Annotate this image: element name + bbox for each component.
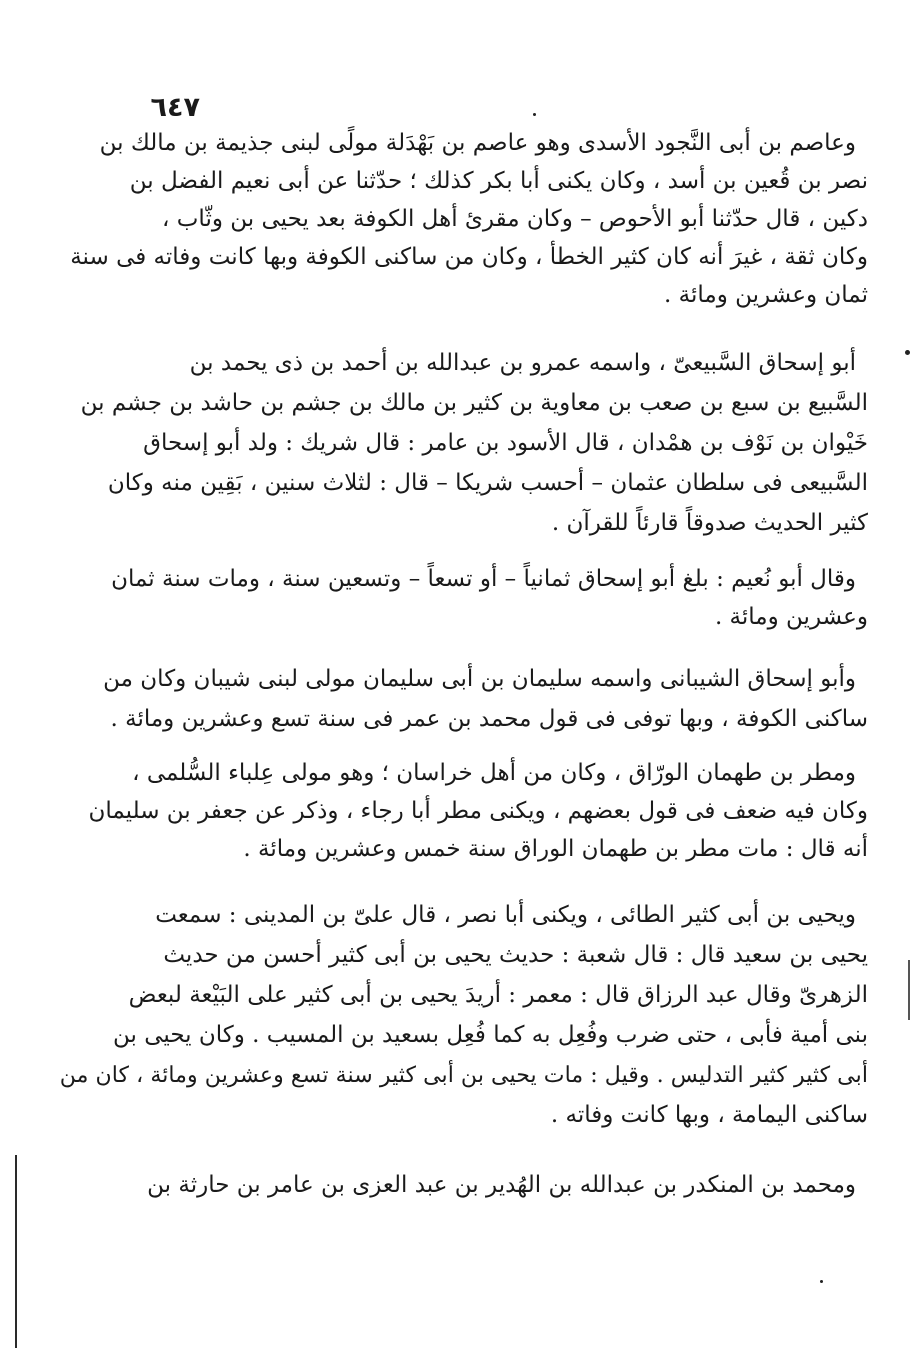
- text-line: ساكنى اليمامة ، وبها كانت وفاته .: [550, 1102, 868, 1128]
- text-line: وقال أبو نُعيم : بلغ أبو إسحاق ثمانياً – أو تسعاً – وتسعين سنة ، ومات سنة ثمان: [111, 566, 856, 592]
- text-line: وكان فيه ضعف فى قول بعضهم ، ويكنى مطر أبا رجاء ، وذكر عن جعفر بن سليمان: [88, 798, 868, 824]
- margin-dot: [905, 350, 910, 355]
- text-line: يحيى بن سعيد قال : قال شعبة : حديث يحيى بن أبى كثير أحسن من حديث: [163, 942, 868, 968]
- text-line: دكين ، قال حدّثنا أبو الأحوص – وكان مقرئ أهل الكوفة بعد يحيى بن وثّاب ،: [162, 206, 868, 232]
- text-line: أبى كثير كثير التدليس . وقيل : مات يحيى بن أبى كثير سنة تسع وعشرين ومائة ، كان من: [59, 1062, 868, 1088]
- margin-mark: [908, 960, 910, 1020]
- binding-edge-line: [15, 1155, 17, 1348]
- text-line: كثير الحديث صدوقاً قارئاً للقرآن .: [551, 510, 868, 536]
- text-line: الزهرىّ وقال عبد الرزاق قال : معمر : أريدَ يحيى بن أبى كثير على البَيْعة لبعض: [128, 982, 868, 1008]
- ink-speck: [533, 113, 536, 116]
- text-line: نصر بن قُعين بن أسد ، وكان يكنى أبا بكر كذلك ؛ حدّثنا عن أبى نعيم الفضل بن: [129, 168, 868, 194]
- text-line: أبو إسحاق السَّبيعىّ ، واسمه عمرو بن عبدالله بن أحمد بن ذى يحمد بن: [189, 350, 856, 376]
- text-line: أنه قال : مات مطر بن طهمان الوراق سنة خمس وعشرين ومائة .: [243, 836, 868, 862]
- text-line: ثمان وعشرين ومائة .: [664, 282, 868, 308]
- text-line: السَّبيعى فى سلطان عثمان – أحسب شريكا – قال : لثلاث سنين ، بَقِين منه وكان: [107, 470, 868, 496]
- text-line: بنى أمية فأبى ، حتى ضرب وفُعِل به كما فُعِل بسعيد بن المسيب . وكان يحيى بن: [113, 1022, 868, 1048]
- text-line: ويحيى بن أبى كثير الطائى ، ويكنى أبا نصر ، قال علىّ بن المدينى : سمعت: [155, 902, 856, 928]
- text-line: السَّبيع بن سبع بن صعب بن معاوية بن كثير بن مالك بن جشم بن حاشد بن جشم بن: [80, 390, 868, 416]
- ink-speck: [820, 1280, 823, 1283]
- text-line: وأبو إسحاق الشيبانى واسمه سليمان بن أبى سليمان مولى لبنى شيبان وكان من: [103, 666, 856, 692]
- text-line: وكان ثقة ، غيرَ أنه كان كثير الخطأ ، وكان من ساكنى الكوفة وبها كانت وفاته فى سنة: [70, 244, 868, 270]
- text-line: وعشرين ومائة .: [714, 604, 868, 630]
- text-line: ومطر بن طهمان الورّاق ، وكان من أهل خراسان ؛ وهو مولى عِلباء السُّلمى ،: [132, 760, 856, 786]
- page-number: ٦٤٧: [150, 92, 200, 123]
- text-line: خَيْوان بن نَوْف بن همْدان ، قال الأسود بن عامر : قال شريك : ولد أبو إسحاق: [143, 430, 868, 456]
- text-line: ساكنى الكوفة ، وبها توفى فى قول محمد بن عمر فى سنة تسع وعشرين ومائة .: [110, 706, 868, 732]
- text-line: ومحمد بن المنكدر بن عبدالله بن الهُدير بن عبد العزى بن عامر بن حارثة بن: [147, 1172, 856, 1198]
- text-line: وعاصم بن أبى النَّجود الأسدى وهو عاصم بن بَهْدَلة مولًى لبنى جذيمة بن مالك بن: [99, 130, 856, 156]
